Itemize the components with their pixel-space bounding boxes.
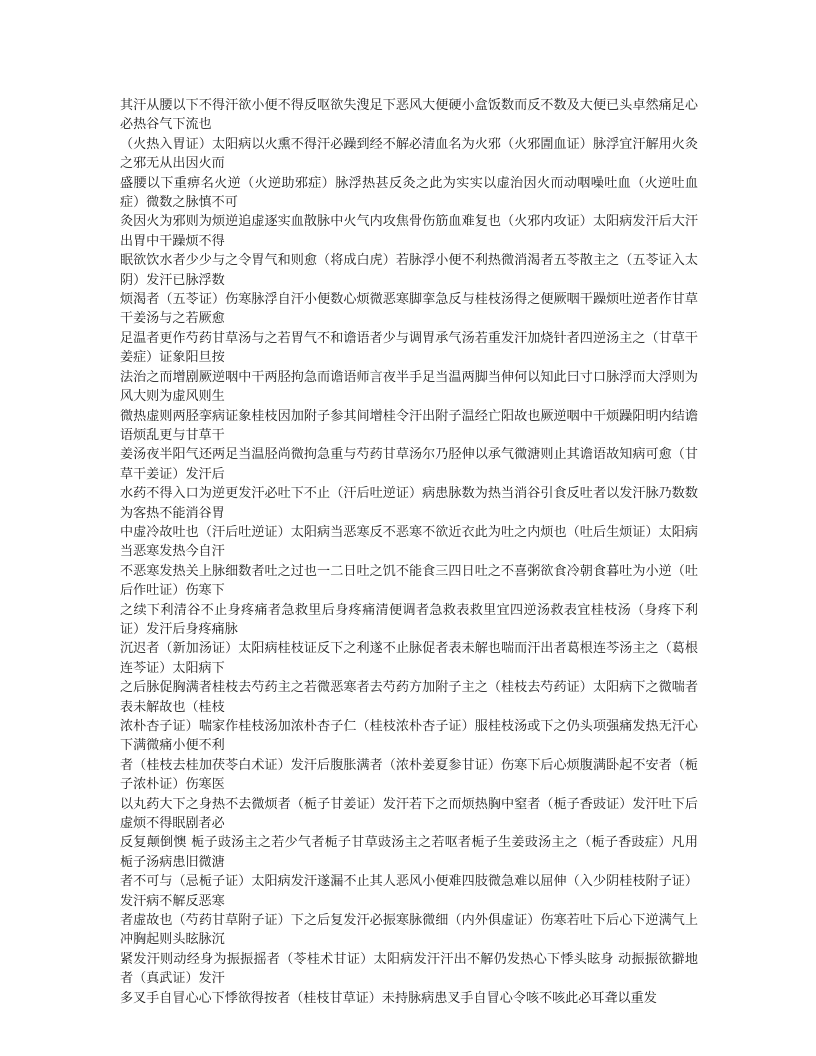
paragraph: 以丸药大下之身热不去微烦者（栀子甘姜证）发汗若下之而烦热胸中窒者（栀子香豉证）发汗吐下后虚烦不得眠剧者必 bbox=[120, 796, 698, 832]
paragraph: 盛腰以下重痹名火逆（火逆助邪症）脉浮热甚反灸之此为实实以虚治因火而动咽噪吐血（火逆吐血症）微数之脉慎不可 bbox=[120, 175, 698, 211]
paragraph: （火热入胃证）太阳病以火熏不得汗必躁到经不解必清血名为火邪（火邪圊血证）脉浮宜汗解用火灸之邪无从出因火而 bbox=[120, 136, 698, 172]
paragraph: 微热虚则两胫挛病证象桂枝因加附子参其间增桂令汗出附子温经亡阳故也厥逆咽中干烦躁阳明内结谵语烦乱更与甘草干 bbox=[120, 408, 698, 443]
paragraph: 之后脉促胸满者桂枝去芍药主之若微恶寒者去芍药方加附子主之（桂枝去芍药证）太阳病下之微喘者表未解故也（桂枝 bbox=[120, 680, 698, 715]
paragraph: 者不可与（忌栀子证）太阳病发汗遂漏不止其人恶风小便难四肢微急难以屈伸（入少阴桂枝附子证）发汗病不解反恶寒 bbox=[120, 874, 698, 909]
paragraph: 之续下利清谷不止身疼痛者急救里后身疼痛清便调者急救表救里宜四逆汤救表宜桂枝汤（身疼下利证）发汗后身疼痛脉 bbox=[120, 602, 698, 637]
document-body bbox=[120, 96, 698, 1008]
paragraph: 浓朴杏子证）喘家作桂枝汤加浓朴杏子仁（桂枝浓朴杏子证）服桂枝汤或下之仍头项强痛发热无汗心下满微痛小便不利 bbox=[120, 719, 698, 754]
paragraph: 其汗从腰以下不得汗欲小便不得反呕欲失溲足下恶风大便硬小盒饭数而反不数及大便已头卓然痛足心必热谷气下流也 bbox=[120, 98, 698, 133]
paragraph: 紧发汗则动经身为振振摇者（苓桂术甘证）太阳病发汗汗出不解仍发热心下悸头眩身 动振振欲擗地者（真武证）发汗 bbox=[120, 951, 698, 987]
paragraph: 水药不得入口为逆更发汗必吐下不止（汗后吐逆证）病患脉数为热当消谷引食反吐者以发汗脉乃数数为客热不能消谷胃 bbox=[120, 486, 698, 521]
paragraph: 者（桂枝去桂加茯苓白术证）发汗后腹胀满者（浓朴姜夏参甘证）伤寒下后心烦腹满卧起不安者（栀子浓朴证）伤寒医 bbox=[120, 757, 698, 793]
paragraph: 法治之而增剧厥逆咽中干两胫拘急而谵语师言夜半手足当温两脚当伸何以知此曰寸口脉浮而大浮则为风大则为虚风则生 bbox=[120, 369, 698, 405]
paragraph: 姜汤夜半阳气还两足当温胫尚微拘急重与芍药甘草汤尔乃胫伸以承气微溏则止其谵语故知病可愈（甘草干姜证）发汗后 bbox=[120, 447, 698, 482]
paragraph: 不恶寒发热关上脉细数者吐之过也一二日吐之饥不能食三四日吐之不喜粥欲食冷朝食暮吐为小逆（吐后作吐证）伤寒下 bbox=[120, 563, 698, 599]
paragraph: 反复颠倒懊 栀子豉汤主之若少气者栀子甘草豉汤主之若呕者栀子生姜豉汤主之（栀子香豉症）凡用栀子汤病患旧微溏 bbox=[120, 835, 698, 870]
paragraph: 多叉手自冒心心下悸欲得按者（桂枝甘草证）未持脉病患叉手自冒心令咳不咳此必耳聋以重发 bbox=[120, 990, 657, 1006]
paragraph: 眠欲饮水者少少与之令胃气和则愈（将成白虎）若脉浮小便不利热微消渴者五苓散主之（五苓证入太阴）发汗已脉浮数 bbox=[120, 253, 698, 288]
paragraph: 中虚冷故吐也（汗后吐逆证）太阳病当恶寒反不恶寒不欲近衣此为吐之内烦也（吐后生烦证）太阳病当恶寒发热今自汗 bbox=[120, 524, 698, 560]
paragraph: 沉迟者（新加汤证）太阳病桂枝证反下之利遂不止脉促者表未解也喘而汗出者葛根连芩汤主之（葛根连芩证）太阳病下 bbox=[120, 641, 698, 676]
paragraph: 烦渴者（五苓证）伤寒脉浮自汗小便数心烦微恶寒脚挛急反与桂枝汤得之便厥咽干躁烦吐逆者作甘草干姜汤与之若厥愈 bbox=[120, 292, 698, 327]
paragraph: 足温者更作芍药甘草汤与之若胃气不和谵语者少与调胃承气汤若重发汗加烧针者四逆汤主之（甘草干姜症）证象阳旦按 bbox=[120, 330, 698, 366]
paragraph: 者虚故也（芍药甘草附子证）下之后复发汗必振寒脉微细（内外俱虚证）伤寒若吐下后心下逆满气上冲胸起则头眩脉沉 bbox=[120, 913, 698, 948]
paragraph: 灸因火为邪则为烦逆追虚逐实血散脉中火气内攻焦骨伤筋血难复也（火邪内攻证）太阳病发汗后大汗出胃中干躁烦不得 bbox=[120, 214, 698, 249]
